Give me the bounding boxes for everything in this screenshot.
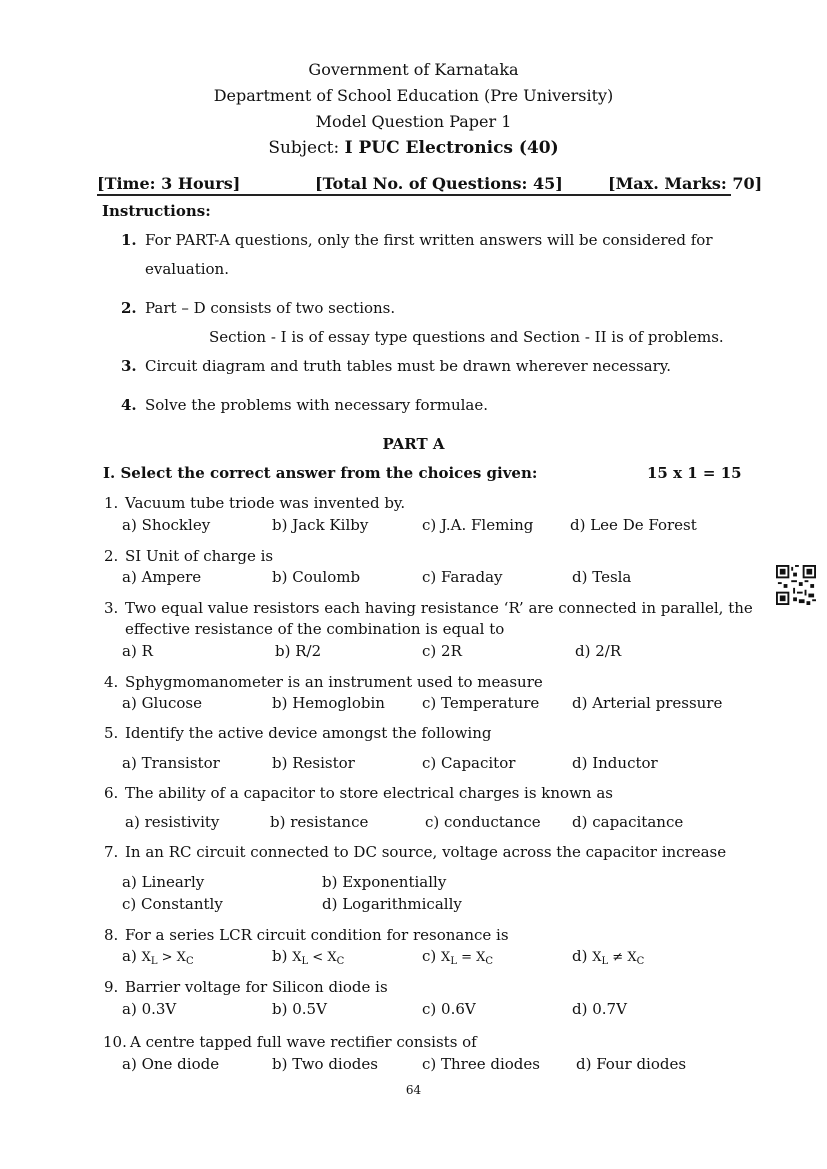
instruction-2-continued: Section - I is of essay type questions and Section - II is of problems.: [209, 328, 724, 346]
question-number: 10.: [103, 1033, 127, 1051]
question-3: [104, 599, 753, 617]
subject-line: [0, 138, 827, 158]
part-a-title: PART A: [382, 435, 445, 453]
instruction-text: Circuit diagram and truth tables must be drawn wherever necessary.: [145, 357, 672, 375]
page-number: 64: [405, 1083, 422, 1097]
formula-xl-lt-xc: $X_L < X_C$: [292, 950, 345, 967]
instruction-1-continued: evaluation.: [145, 260, 229, 278]
question-1: [104, 494, 406, 512]
option-c: c) Capacitor: [422, 754, 516, 772]
question-3-continued: effective resistance of the combination is equal to: [125, 620, 505, 638]
question-5: [104, 724, 492, 742]
instruction-number: 2.: [121, 299, 137, 317]
question-number: 2.: [104, 547, 119, 565]
option-b: b) resistance: [270, 813, 369, 831]
option-c: c) 2R: [422, 642, 462, 660]
option-c: c) 0.6V: [422, 1000, 476, 1018]
section-marks: 15 x 1 = 15: [647, 464, 742, 482]
option-a: a) Glucose: [122, 694, 203, 712]
option-d: d) Tesla: [572, 568, 632, 586]
question-text: The ability of a capacitor to store electrical charges is known as: [125, 784, 613, 802]
option-b: b) Two diodes: [272, 1055, 378, 1073]
question-number: 7.: [104, 843, 119, 861]
question-9: [104, 978, 388, 996]
option-b: b) Coulomb: [272, 568, 361, 586]
instruction-number: 3.: [121, 357, 137, 375]
header-line-3: Model Question Paper 1: [315, 112, 512, 131]
question-7: [104, 843, 727, 861]
instruction-text: Part – D consists of two sections.: [145, 299, 396, 317]
question-2: [104, 547, 274, 565]
instruction-number: 1.: [121, 231, 137, 249]
question-number: 6.: [104, 784, 119, 802]
qr-code-icon: [776, 565, 816, 605]
question-number: 3.: [104, 599, 119, 617]
max-marks-label: [Max. Marks: 70]: [608, 174, 763, 193]
instruction-4: [121, 396, 489, 414]
time-label: [Time: 3 Hours]: [97, 174, 241, 193]
formula-xl-eq-xc: $X_L = X_C$: [441, 950, 494, 967]
instruction-text: For PART-A questions, only the first written answers will be considered for: [145, 231, 713, 249]
formula-xl-ne-xc: $X_L \ne X_C$: [592, 950, 645, 967]
instruction-number: 4.: [121, 396, 137, 414]
option-d: d) Logarithmically: [322, 895, 462, 913]
question-text: Identify the active device amongst the following: [125, 724, 492, 742]
question-number: 4.: [104, 673, 119, 691]
instruction-2: [121, 299, 396, 317]
option-a: a) 0.3V: [122, 1000, 177, 1018]
instructions-title: Instructions:: [102, 202, 211, 220]
option-a: a) Transistor: [122, 754, 220, 772]
option-d: d) capacitance: [572, 813, 684, 831]
option-b: b) 0.5V: [272, 1000, 327, 1018]
option-c: c) conductance: [425, 813, 541, 831]
option-a: a) R: [122, 642, 153, 660]
option-a: a) resistivity: [125, 813, 220, 831]
formula-xl-gt-xc: $X_L > X_C$: [141, 950, 194, 967]
question-6: [104, 784, 613, 802]
option-c: c) Faraday: [422, 568, 503, 586]
option-d: d) $X_L \ne X_C$: [572, 947, 645, 967]
option-a: a) $X_L > X_C$: [122, 947, 194, 967]
question-number: 8.: [104, 926, 119, 944]
option-b: b) Resistor: [272, 754, 355, 772]
instruction-3: [121, 357, 672, 375]
question-number: 9.: [104, 978, 119, 996]
question-4: [104, 673, 543, 691]
question-text: Two equal value resistors each having resistance ‘R’ are connected in parallel, the: [125, 599, 753, 617]
option-d: d) 2/R: [575, 642, 622, 660]
option-d: d) Inductor: [572, 754, 658, 772]
instruction-1: [121, 231, 713, 249]
question-text: SI Unit of charge is: [125, 547, 274, 565]
section-instruction: I. Select the correct answer from the choices given:: [103, 464, 538, 482]
option-c: c) Three diodes: [422, 1055, 540, 1073]
option-a: a) One diode: [122, 1055, 220, 1073]
question-text: In an RC circuit connected to DC source, voltage across the capacitor increase: [125, 843, 727, 861]
question-10: [103, 1033, 477, 1051]
option-c: c) Constantly: [122, 895, 223, 913]
option-b: b) R/2: [275, 642, 322, 660]
header-line-2: Department of School Education (Pre University): [213, 86, 614, 105]
option-c: c) $X_L = X_C$: [422, 947, 494, 967]
option-c: c) Temperature: [422, 694, 540, 712]
header-divider: [97, 194, 731, 196]
option-d: d) Four diodes: [576, 1055, 687, 1073]
question-number: 1.: [104, 494, 119, 512]
option-c: c) J.A. Fleming: [422, 516, 534, 534]
subject-prefix: Subject:: [268, 138, 345, 158]
total-questions-label: [Total No. of Questions: 45]: [315, 174, 563, 193]
option-b: b) Jack Kilby: [272, 516, 369, 534]
question-text: Sphygmomanometer is an instrument used to measure: [125, 673, 543, 691]
instruction-text: Solve the problems with necessary formulae.: [145, 396, 489, 414]
question-8: [104, 926, 509, 944]
question-text: A centre tapped full wave rectifier consists of: [130, 1033, 477, 1051]
option-d: d) Arterial pressure: [572, 694, 723, 712]
header-line-1: Government of Karnataka: [308, 60, 519, 79]
option-a: a) Shockley: [122, 516, 211, 534]
question-text: Vacuum tube triode was invented by.: [125, 494, 406, 512]
question-text: Barrier voltage for Silicon diode is: [125, 978, 388, 996]
subject-name: I PUC Electronics (40): [344, 138, 559, 158]
option-b: b) Hemoglobin: [272, 694, 385, 712]
question-text: For a series LCR circuit condition for resonance is: [125, 926, 509, 944]
option-a: a) Linearly: [122, 873, 205, 891]
option-d: d) Lee De Forest: [570, 516, 697, 534]
option-b: b) Exponentially: [322, 873, 447, 891]
option-a: a) Ampere: [122, 568, 202, 586]
option-b: b) $X_L < X_C$: [272, 947, 345, 967]
question-number: 5.: [104, 724, 119, 742]
option-d: d) 0.7V: [572, 1000, 627, 1018]
